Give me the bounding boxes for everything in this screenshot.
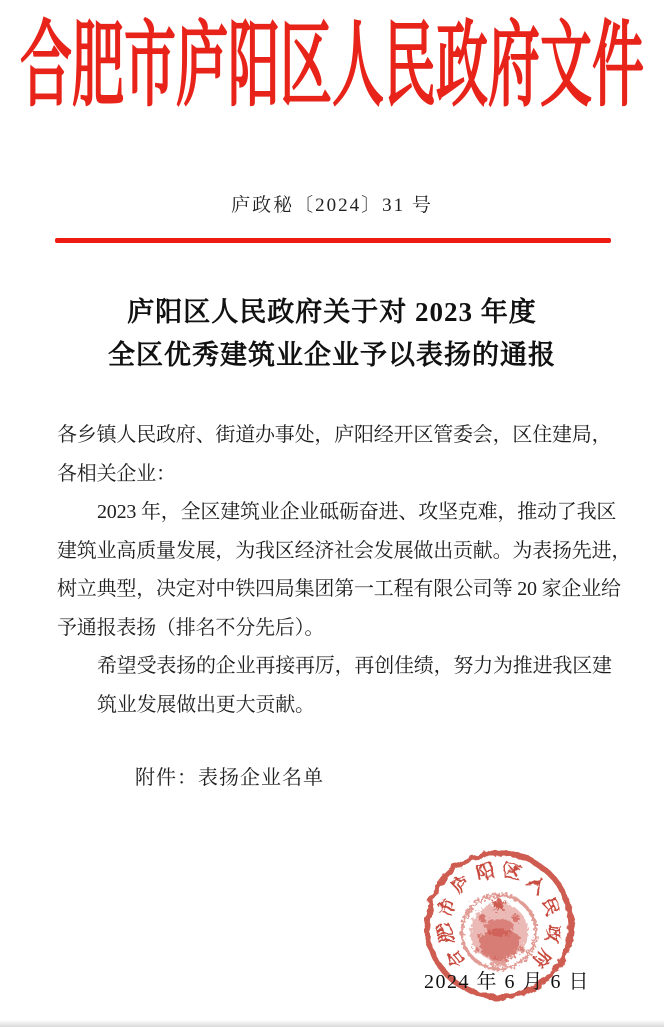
paragraph-line: 树立典型，决定对中铁四局集团第一工程有限公司等 20 家企业给 — [57, 578, 621, 600]
red-separator-line — [55, 238, 611, 243]
seal-char: 人 — [523, 871, 550, 899]
paragraph-line: 予通报表扬（排名不分先后）。 — [57, 616, 325, 639]
seal-char: 民 — [538, 895, 564, 919]
seal-char: 政 — [542, 923, 565, 944]
national-emblem — [462, 895, 536, 969]
document-body — [57, 416, 632, 724]
seal-char: 肥 — [433, 923, 456, 944]
document-number: 庐政秘〔2024〕31 号 — [231, 195, 433, 216]
document-title-line2: 全区优秀建筑业企业予以表扬的通报 — [108, 340, 556, 370]
paragraph-line: 建筑业高质量发展，为我区经济社会发展做出贡献。为表扬先进， — [57, 539, 632, 562]
seal-char: 市 — [434, 895, 460, 919]
document-date: 2024 年 6 月 6 日 — [424, 971, 590, 993]
red-letterhead-title: 合肥市庐阳区人民政府文件 — [19, 16, 644, 120]
seal-char: 区 — [501, 859, 524, 884]
seal-char: 合 — [442, 945, 469, 972]
paragraph-line: 筑业发展做出更大贡献。 — [97, 693, 315, 716]
paragraph-line: 希望受表扬的企业再接再厉，再创佳绩，努力为推进我区建 — [97, 655, 612, 677]
document-title-line1: 庐阳区人民政府关于对 2023 年度 — [127, 297, 537, 327]
document-title — [0, 291, 664, 377]
seal-char: 府 — [529, 945, 556, 972]
salutation-line: 各乡镇人民政府、街道办事处，庐阳经开区管委会，区住建局， — [57, 424, 612, 446]
paragraph-line: 2023 年，全区建筑业企业砥砺奋进、攻坚克难，推动了我区 — [97, 501, 617, 523]
salutation-line: 各相关企业： — [57, 462, 176, 485]
seal-char: 庐 — [448, 871, 475, 899]
seal-char: 阳 — [474, 859, 497, 884]
attachment-reference: 附件：表扬企业名单 — [135, 767, 324, 789]
